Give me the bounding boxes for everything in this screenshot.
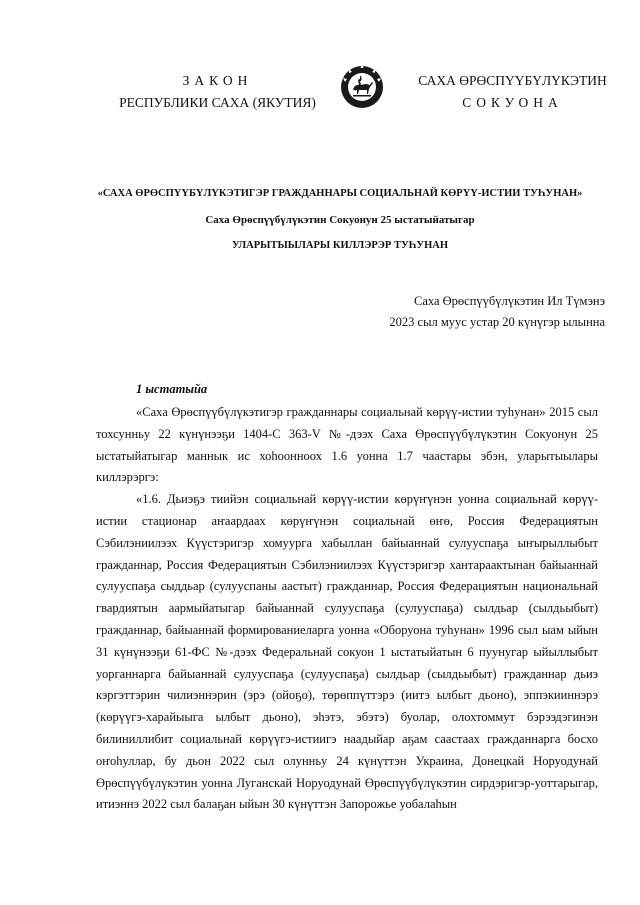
law-label: ЗАКОН	[182, 73, 253, 88]
republic-name-russian: РЕСПУБЛИКИ САХА (ЯКУТИЯ)	[119, 95, 316, 110]
coat-of-arms-icon	[339, 62, 385, 112]
article-paragraph-1: «Саха Өрөспүүбүлүкэтигэр гражданнары социальнай көрүү-истии туһунан» 2015 сыл тохсунньу 22 күнүнээҕи 1404-С 363-V №-дээх Саха Өрөспүүбүлүкэтин Сокуонун 25 ыстатыйатыгар маннык ис хоһоонноох 1.6 уонна 1.7 чаастары эбэн, уларытыылары киллэрэргэ:	[96, 405, 598, 485]
title-line-3: УЛАРЫТЫЫЛАРЫ КИЛЛЭРЭР ТУҺУНАН	[232, 240, 448, 251]
article-paragraph-2: «1.6. Дьиэҕэ тиийэн социальнай көрүү-истии көрүҥүнэн уонна социальнай көрүү-истии стационар аҥаардаах көрүҥүнэн социальнай өҥө, Россия Федерациятын Сэбилэниилээх Күүстэригэр хомуурга хабыллан байыаннай сулууспаҕа ыҥырыллыбыт гражданнар, Россия Федерациятын Сэбилэниилээх Күүстэригэр хантараактынан байыаннай сулууспаҕа сыддьар (сулууспаны аастыт) гражданнар, Россия Федерациятын национальнай гвардиятын аармыйатыгар байыаннай сулууспаҕа (сулууспаҕа) сылдьар (сылдьыбыт) гражданнар, байыаннай формированиеларга уонна «Оборуона туһунан» 1996 сыл ыам ыйын 31 күнүнээҕи 61-ФС №-дээх Федеральнай сокуон 1 ыстатыйатын 6 пуунугар ыйыллыбыт уорганнарга байыаннай сулууспаҕа (сулууспаҕа) сылдьар (сылдьыбыт) гражданнар дьиэ кэргэттэрин чилиэннэрин (эрэ (ойоҕо), төрөппүттэрэ (иитэ ылбыт дьоно), эппэкииннэрэ (көрүүгэ-харайыыга ылбыт дьоно), эһэтэ, эбэтэ) буолар, олохтоммут бэрээдэгинэн билиниллибит социальнай көрүүгэ-истиигэ наадыйар аҕам саастаах гражданнарга босхо оҥоһуллар, бу дьон 2022 сыл олунньу 24 күнүттэн Украина, Донецкай Норуодунай Өрөспүүбүлүкэтин уонна Луганскай Норуодунай Өрөспүүбүлүкэтин сирдэригэр-уоттарыгар, итиэннэ 2022 сыл балаҕан ыйын 30 күнүттэн Запорожье уобалаһын	[96, 492, 598, 812]
adopting-body: Саха Өрөспүүбүлүкэтин Ил Түмэнэ	[413, 294, 605, 308]
law-label-yakut: СОКУОНА	[462, 95, 563, 110]
title-line-2: Саха Өрөспүүбүлүкэтин Сокуонун 25 ыстатыйатыгар	[205, 214, 475, 226]
adoption-block	[389, 291, 605, 333]
document-title	[60, 181, 620, 259]
republic-name-yakut: САХА ӨРӨСПҮҮБҮЛҮКЭТИН	[418, 73, 607, 88]
header-right-block	[410, 70, 615, 114]
title-line-1: «САХА ӨРӨСПҮҮБҮЛҮКЭТИГЭР ГРАЖДАННАРЫ СОЦИАЛЬНАЙ КӨРҮҮ-ИСТИИ ТУҺУНАН»	[97, 188, 583, 199]
article-heading: 1 ыстатыйа	[136, 382, 208, 396]
header-left-block	[100, 70, 335, 114]
adoption-date: 2023 сыл муус устар 20 күнүгэр ылынна	[389, 315, 605, 329]
article-body	[96, 402, 598, 816]
